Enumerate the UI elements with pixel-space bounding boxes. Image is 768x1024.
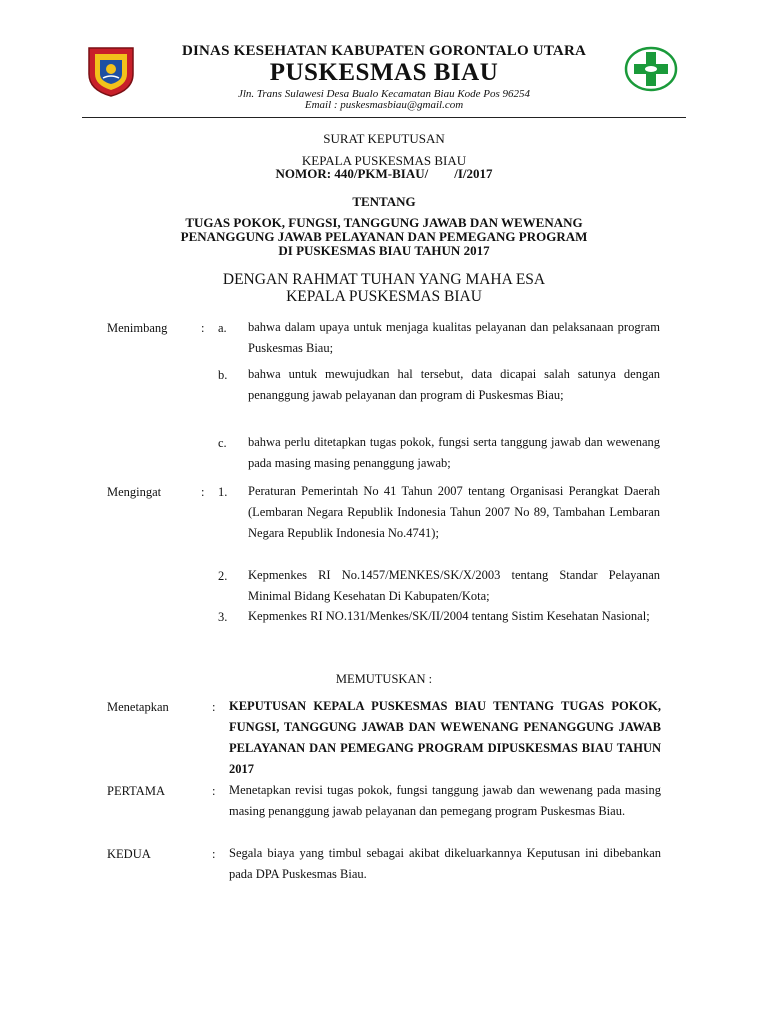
menimbang-label: Menimbang [107,321,168,335]
mengingat-mark-2: 2. [218,569,228,583]
doc-number: NOMOR: 440/PKM-BIAU/ /I/2017 [275,166,493,181]
kedua-colon: : [212,847,216,861]
menimbang-item-b: bahwa untuk mewujudkan hal tersebut, data dicapai salah satunya dengan penanggung jawab pelayanan dan program di Puskesmas Biau; [248,367,660,402]
pertama-label: PERTAMA [107,784,165,798]
menimbang-item-a: bahwa dalam upaya untuk menjaga kualitas pelayanan dan pelaksanaan program Puskesmas Biau; [248,320,660,355]
org-email: Email : puskesmasbiau@gmail.com [304,99,464,111]
subject-line-1: TUGAS POKOK, FUNGSI, TANGGUNG JAWAB DAN WEWENANG [185,215,583,230]
menimbang-mark-c: c. [218,436,227,450]
kedua-text: Segala biaya yang timbul sebagai akibat dikeluarkannya Keputusan ini dibebankan pada DPA Puskesmas Biau. [229,846,661,881]
mengingat-colon: : [201,485,205,499]
mengingat-item-1: Peraturan Pemerintah No 41 Tahun 2007 tentang Organisasi Perangkat Daerah (Lembaran Negara Republik Indonesia Tahun 2007 No 89, Tambahan Lembaran Negara Republik Indonesia No.4741); [248,484,660,540]
mengingat-mark-3: 3. [218,610,228,624]
pertama-text: Menetapkan revisi tugas pokok, fungsi tanggung jawab dan wewenang pada masing masing penanggung jawab pelayanan dan pemegang program Puskesmas Biau. [229,783,661,818]
pertama-colon: : [212,784,216,798]
mengingat-label: Mengingat [107,485,162,499]
mengingat-item-2: Kepmenkes RI No.1457/MENKES/SK/X/2003 tentang Standar Pelayanan Minimal Bidang Kesehatan Di Kabupaten/Kota; [248,568,660,603]
kedua-label: KEDUA [107,847,151,861]
mengingat-mark-1: 1. [218,485,228,499]
invocation-line-2: KEPALA PUSKESMAS BIAU [286,288,482,305]
decision-heading: MEMUTUSKAN : [335,672,433,686]
menimbang-colon: : [201,321,205,335]
subject-line-3: DI PUSKESMAS BIAU TAHUN 2017 [278,243,490,258]
org-department: DINAS KESEHATAN KABUPATEN GORONTALO UTARA [181,43,587,59]
menetapkan-text: KEPUTUSAN KEPALA PUSKESMAS BIAU TENTANG TUGAS POKOK, FUNGSI, TANGGUNG JAWAB DAN WEWENANG PENANGGUNG JAWAB PELAYANAN DAN PEMEGANG PROGRAM DIPUSKESMAS BIAU TAHUN 2017 [229,699,661,776]
menimbang-item-c: bahwa perlu ditetapkan tugas pokok, fungsi serta tanggung jawab dan wewenang pada masing masing penanggung jawab; [248,435,660,470]
menimbang-mark-b: b. [218,368,228,382]
mengingat-item-3: Kepmenkes RI NO.131/Menkes/SK/II/2004 tentang Sistim Kesehatan Nasional; [248,609,650,623]
org-name: PUSKESMAS BIAU [269,59,499,86]
invocation-line-1: DENGAN RAHMAT TUHAN YANG MAHA ESA [222,271,546,288]
header-divider [82,117,686,118]
doc-type: SURAT KEPUTUSAN [323,131,445,146]
org-address: Jln. Trans Sulawesi Desa Bualo Kecamatan Biau Kode Pos 96254 [237,88,531,100]
about-heading: TENTANG [352,194,416,209]
doc-issuer: KEPALA PUSKESMAS BIAU [301,153,467,168]
subject-line-2: PENANGGUNG JAWAB PELAYANAN DAN PEMEGANG PROGRAM [180,229,588,244]
menetapkan-label: Menetapkan [107,700,169,714]
menetapkan-colon: : [212,700,216,714]
menimbang-mark-a: a. [218,321,227,335]
